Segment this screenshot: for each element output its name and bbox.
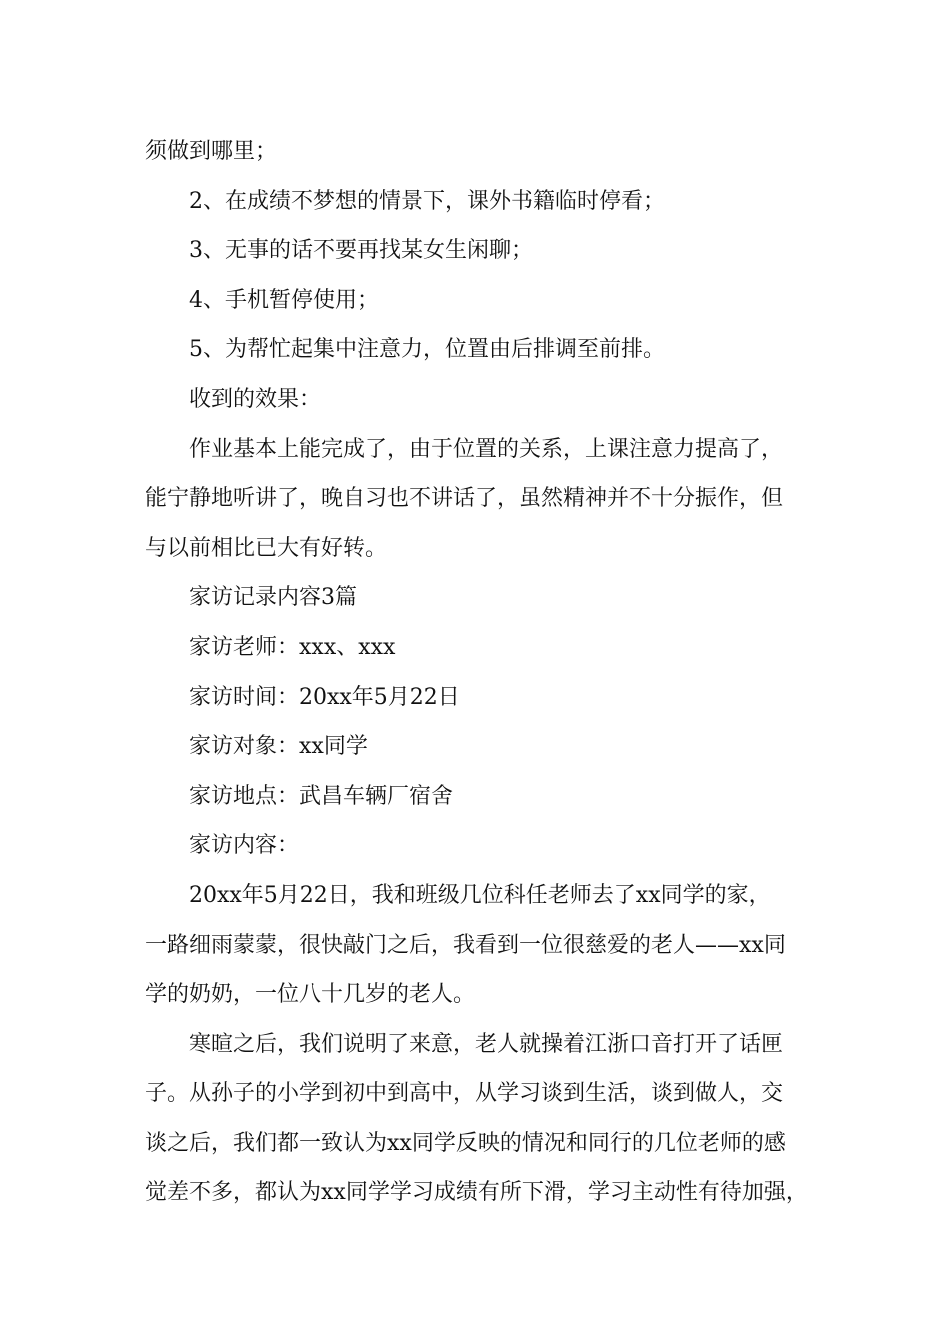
text-line: 与以前相比已大有好转。 xyxy=(145,535,388,561)
text-line: 能宁静地听讲了，晚自习也不讲话了，虽然精神并不十分振作，但 xyxy=(145,486,784,512)
text-line: 3、无事的话不要再找某女生闲聊； xyxy=(189,238,533,264)
text-line: 4、手机暂停使用； xyxy=(189,287,379,313)
text-line: 20xx年5月22日，我和班级几位科任老师去了xx同学的家， xyxy=(189,882,771,908)
document-body xyxy=(145,127,825,1218)
text-line: 家访内容： xyxy=(189,833,300,859)
text-line: 一路细雨蒙蒙，很快敲门之后，我看到一位很慈爱的老人——xx同 xyxy=(145,932,786,958)
text-line: 须做到哪里； xyxy=(145,139,278,164)
text-line: 5、为帮忙起集中注意力，位置由后排调至前排。 xyxy=(189,337,665,363)
text-line: 家访时间：20xx年5月22日 xyxy=(189,684,460,710)
text-line: 家访老师：xxx、xxx xyxy=(189,634,396,660)
text-line: 2、在成绩不梦想的情景下，课外书籍临时停看； xyxy=(189,188,665,214)
text-line: 寒暄之后，我们说明了来意，老人就操着江浙口音打开了话匣 xyxy=(189,1031,784,1057)
text-line: 家访记录内容3篇 xyxy=(189,585,357,611)
text-line: 觉差不多，都认为xx同学学习成绩有所下滑，学习主动性有待加强， xyxy=(145,1180,808,1206)
text-line: 子。从孙子的小学到初中到高中，从学习谈到生活，谈到做人，交 xyxy=(145,1081,784,1107)
text-line: 家访地点：武昌车辆厂宿舍 xyxy=(189,783,454,809)
text-line: 收到的效果： xyxy=(189,386,322,412)
text-line: 家访对象：xx同学 xyxy=(189,734,368,760)
text-line: 谈之后，我们都一致认为xx同学反映的情况和同行的几位老师的感 xyxy=(145,1130,786,1156)
text-line: 作业基本上能完成了，由于位置的关系，上课注意力提高了， xyxy=(189,436,784,462)
text-line: 学的奶奶，一位八十几岁的老人。 xyxy=(145,982,476,1008)
